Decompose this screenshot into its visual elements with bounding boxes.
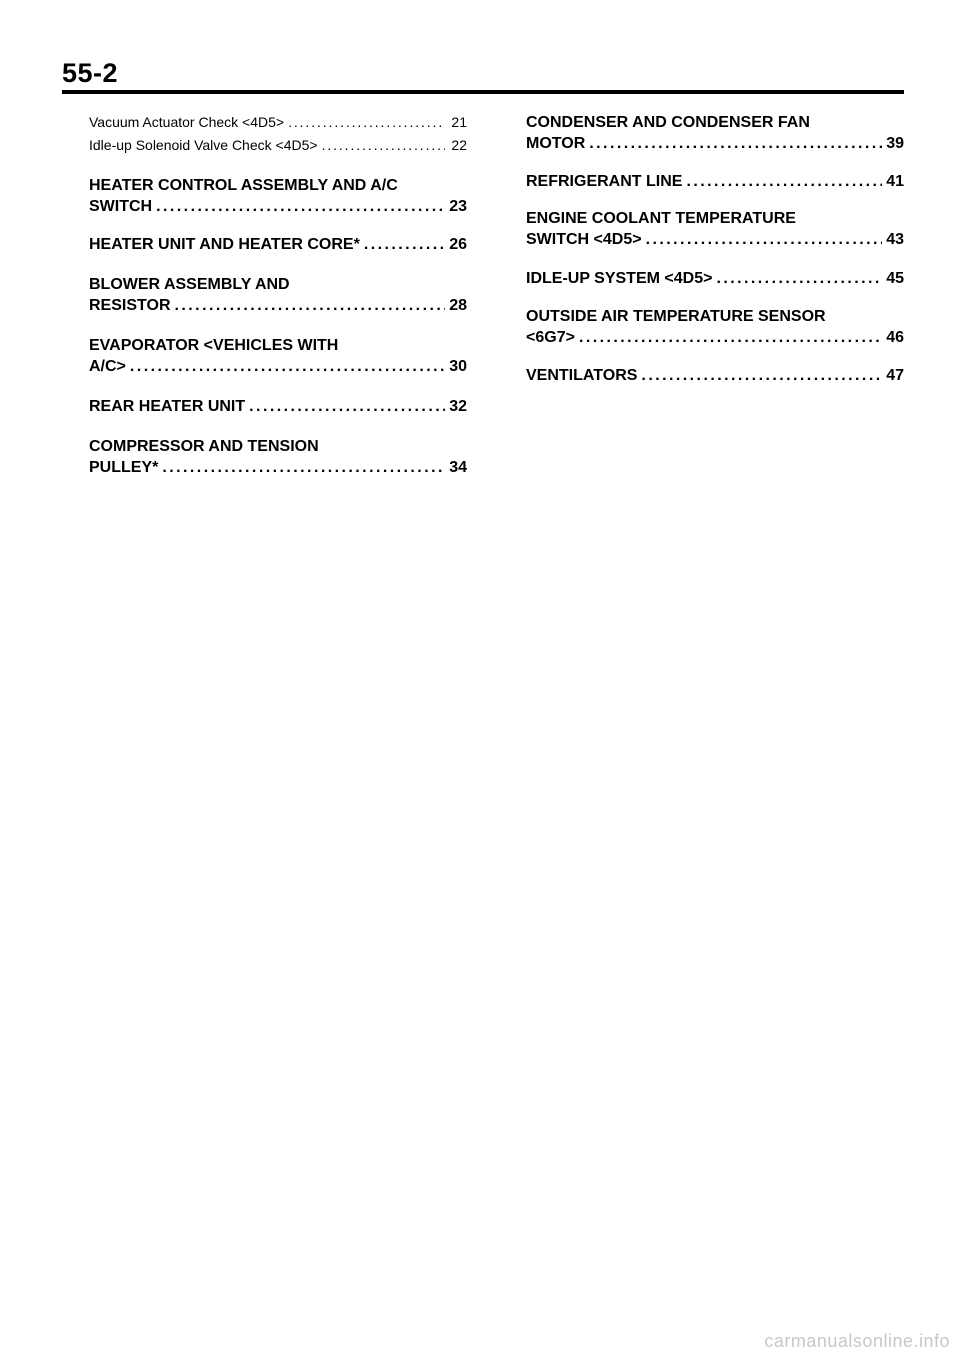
toc-entry-page: 41 <box>886 173 904 190</box>
toc-entry-page: 26 <box>449 236 467 253</box>
toc-entry-title: Vacuum Actuator Check <4D5> <box>89 114 285 130</box>
toc-entry-ventilators[interactable] <box>526 365 904 386</box>
toc-entry-page: 45 <box>886 270 904 287</box>
toc-entry-title: HEATER UNIT AND HEATER CORE* <box>89 236 360 253</box>
dot-leader <box>322 135 445 155</box>
toc-entry-title: EVAPORATOR <VEHICLES WITH <box>89 337 339 354</box>
toc-entry-title: REAR HEATER UNIT <box>89 398 246 415</box>
toc-entry-page: 39 <box>886 135 904 152</box>
toc-entry-page: 30 <box>449 358 467 375</box>
dot-leader <box>716 268 882 289</box>
toc-entry-blower-assembly[interactable] <box>89 274 467 316</box>
dot-leader <box>646 229 882 250</box>
toc-entry-title: VENTILATORS <box>526 367 638 384</box>
toc-entry-heater-unit[interactable] <box>89 234 467 255</box>
header-rule <box>62 90 904 94</box>
toc-entry-outside-air-temperature-sensor[interactable] <box>526 306 904 348</box>
toc-entry-title-cont: A/C> <box>89 358 126 375</box>
dot-leader <box>364 234 445 255</box>
dot-leader <box>156 196 445 217</box>
toc-entry-page: 43 <box>886 231 904 248</box>
toc-entry-title: BLOWER ASSEMBLY AND <box>89 276 290 293</box>
toc-left-column <box>89 112 467 478</box>
toc-entry-title: HEATER CONTROL ASSEMBLY AND A/C <box>89 177 398 194</box>
toc-entry-page: 32 <box>449 398 467 415</box>
toc-entry-title: COMPRESSOR AND TENSION <box>89 438 319 455</box>
toc-entry-title-cont: SWITCH <box>89 198 153 215</box>
toc-entry-idle-up-system[interactable] <box>526 268 904 289</box>
toc-entry-page: 22 <box>451 137 467 153</box>
toc-entry-condenser[interactable] <box>526 112 904 154</box>
toc-entry-compressor[interactable] <box>89 436 467 478</box>
toc-entry-title-cont: RESISTOR <box>89 297 171 314</box>
toc-entry-title-cont: <6G7> <box>526 329 575 346</box>
toc-entry-title-cont: PULLEY* <box>89 459 159 476</box>
toc-entry-title: Idle-up Solenoid Valve Check <4D5> <box>89 137 318 153</box>
toc-entry-title-cont: SWITCH <4D5> <box>526 231 642 248</box>
toc-entry-page: 28 <box>449 297 467 314</box>
toc-entry-rear-heater-unit[interactable] <box>89 396 467 417</box>
dot-leader <box>249 396 445 417</box>
toc-entry-page: 23 <box>449 198 467 215</box>
toc-entry-title: CONDENSER AND CONDENSER FAN <box>526 114 810 131</box>
toc-entry-evaporator[interactable] <box>89 335 467 377</box>
dot-leader <box>175 295 446 316</box>
dot-leader <box>162 457 445 478</box>
toc-right-column <box>526 112 904 386</box>
toc-entry-refrigerant-line[interactable] <box>526 171 904 192</box>
toc-entry-vacuum-actuator-check[interactable] <box>89 112 467 132</box>
toc-entry-title: REFRIGERANT LINE <box>526 173 683 190</box>
toc-entry-title: ENGINE COOLANT TEMPERATURE <box>526 210 796 227</box>
toc-entry-heater-control-assembly[interactable] <box>89 175 467 217</box>
dot-leader <box>589 133 882 154</box>
dot-leader <box>130 356 445 377</box>
toc-entry-engine-coolant-temperature-switch[interactable] <box>526 208 904 250</box>
dot-leader <box>579 327 882 348</box>
toc-entry-page: 21 <box>451 114 467 130</box>
toc-entry-title-cont: MOTOR <box>526 135 586 152</box>
toc-entry-page: 46 <box>886 329 904 346</box>
toc-entry-title: OUTSIDE AIR TEMPERATURE SENSOR <box>526 308 826 325</box>
page-number: 55-2 <box>62 58 119 88</box>
dot-leader <box>288 112 445 132</box>
toc-entry-page: 47 <box>886 367 904 384</box>
toc-entry-title: IDLE-UP SYSTEM <4D5> <box>526 270 713 287</box>
toc-entry-page: 34 <box>449 459 467 476</box>
dot-leader <box>686 171 882 192</box>
toc-entry-idle-up-solenoid-valve-check[interactable] <box>89 135 467 155</box>
dot-leader <box>641 365 882 386</box>
watermark: carmanualsonline.info <box>764 1331 950 1351</box>
